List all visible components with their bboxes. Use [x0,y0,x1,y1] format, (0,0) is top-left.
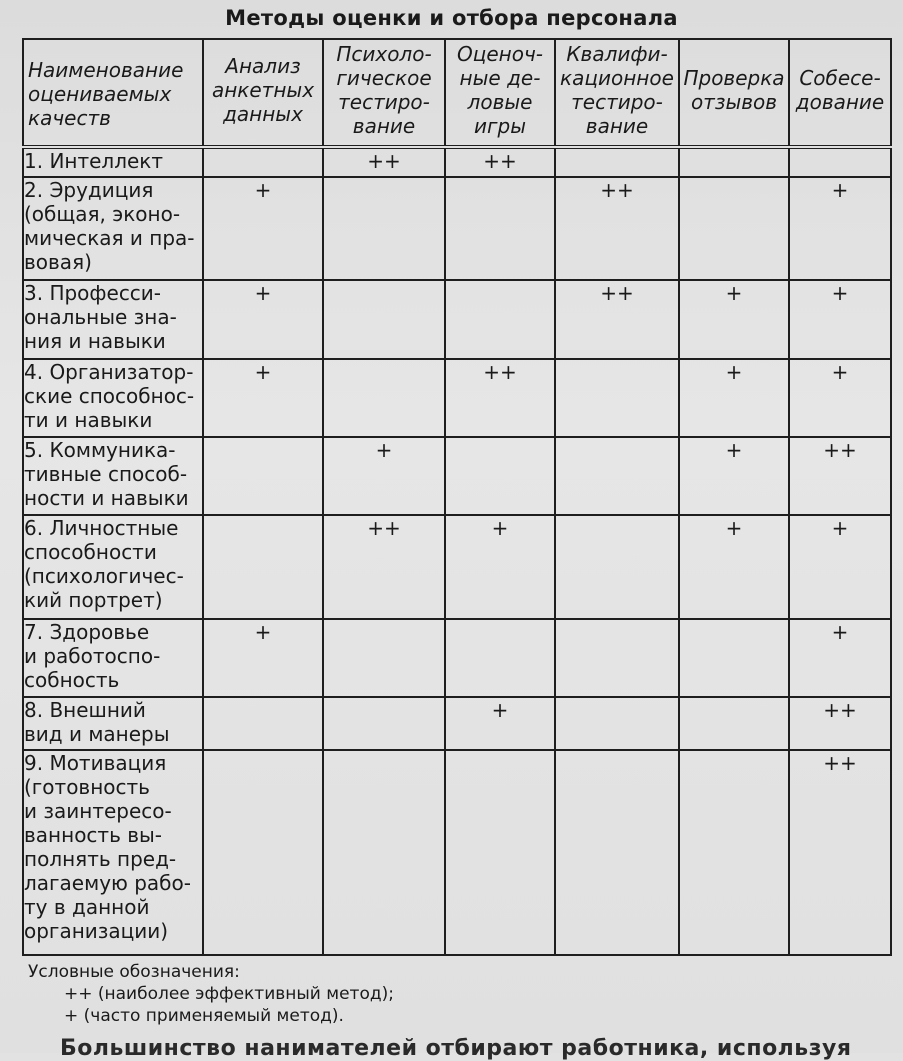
legend [28,961,394,1027]
method-mark-cell [323,177,445,281]
method-mark-cell [323,619,445,697]
methods-table [22,38,892,956]
method-mark-cell [679,697,789,750]
method-mark-cell [203,437,323,515]
quality-cell: 5. Коммуника- тивные способ- ности и навыки [23,437,203,515]
legend-item: ++ (наиболее эффективный метод); [64,984,394,1004]
method-mark-cell [555,147,679,177]
method-mark-cell: ++ [323,147,445,177]
method-mark-cell: + [789,515,891,619]
method-mark-cell: + [323,437,445,515]
column-header: Оценоч- ные де- ловые игры [445,39,555,147]
method-mark-cell [203,515,323,619]
page-title: Методы оценки и отбора персонала [225,6,678,30]
method-mark-cell: + [203,359,323,437]
method-mark-cell: ++ [555,280,679,358]
quality-cell: 1. Интеллект [23,147,203,177]
quality-cell: 7. Здоровье и работоспо- собность [23,619,203,697]
table-header-row [23,39,891,147]
table-row [23,697,891,750]
column-header: Проверка отзывов [679,39,789,147]
method-mark-cell [323,280,445,358]
method-mark-cell [679,147,789,177]
method-mark-cell: ++ [789,750,891,955]
table-row [23,147,891,177]
method-mark-cell [323,359,445,437]
method-mark-cell: + [203,280,323,358]
quality-cell: 8. Внешний вид и манеры [23,697,203,750]
table-row [23,437,891,515]
column-header: Собесе- дование [789,39,891,147]
method-mark-cell: ++ [445,147,555,177]
table-row [23,280,891,358]
column-header: Анализ анкетных данных [203,39,323,147]
method-mark-cell: + [445,697,555,750]
method-mark-cell [679,619,789,697]
method-mark-cell [445,437,555,515]
method-mark-cell [323,750,445,955]
method-mark-cell: ++ [789,437,891,515]
column-header: Психоло- гическое тестиро- вание [323,39,445,147]
method-mark-cell: + [679,359,789,437]
method-mark-cell: + [445,515,555,619]
method-mark-cell [555,619,679,697]
method-mark-cell [789,147,891,177]
method-mark-cell: + [203,619,323,697]
method-mark-cell: ++ [445,359,555,437]
method-mark-cell [445,177,555,281]
method-mark-cell [679,177,789,281]
legend-item: + (часто применяемый метод). [64,1006,344,1026]
cut-off-paragraph: Большинство нанимателей отбирают работника, используя [60,1036,852,1061]
quality-cell: 3. Професси- ональные зна- ния и навыки [23,280,203,358]
method-mark-cell: + [679,437,789,515]
table-row [23,619,891,697]
table-row [23,177,891,281]
table-row [23,750,891,955]
method-mark-cell [555,515,679,619]
method-mark-cell: ++ [323,515,445,619]
legend-heading: Условные обозначения: [28,962,240,982]
method-mark-cell: + [203,177,323,281]
method-mark-cell [679,750,789,955]
table-row [23,359,891,437]
method-mark-cell [555,359,679,437]
method-mark-cell [555,750,679,955]
column-header: Квалифи- кационное тестиро- вание [555,39,679,147]
method-mark-cell [445,619,555,697]
method-mark-cell: ++ [555,177,679,281]
method-mark-cell: + [679,280,789,358]
method-mark-cell [203,147,323,177]
column-header: Наименование оцениваемых качеств [23,39,203,147]
method-mark-cell [203,697,323,750]
method-mark-cell: + [789,177,891,281]
method-mark-cell [445,280,555,358]
method-mark-cell [555,697,679,750]
method-mark-cell [445,750,555,955]
quality-cell: 2. Эрудиция (общая, эконо- мическая и пра- вовая) [23,177,203,281]
quality-cell: 6. Личностные способности (психологичес- кий портрет) [23,515,203,619]
method-mark-cell: + [679,515,789,619]
method-mark-cell [203,750,323,955]
quality-cell: 9. Мотивация (готовность и заинтересо- ванность вы- полнять пред- лагаемую рабо- ту в данной организации) [23,750,203,955]
method-mark-cell [555,437,679,515]
method-mark-cell [323,697,445,750]
quality-cell: 4. Организатор- ские способнос- ти и навыки [23,359,203,437]
method-mark-cell: + [789,280,891,358]
method-mark-cell: ++ [789,697,891,750]
method-mark-cell: + [789,359,891,437]
method-mark-cell: + [789,619,891,697]
table-row [23,515,891,619]
